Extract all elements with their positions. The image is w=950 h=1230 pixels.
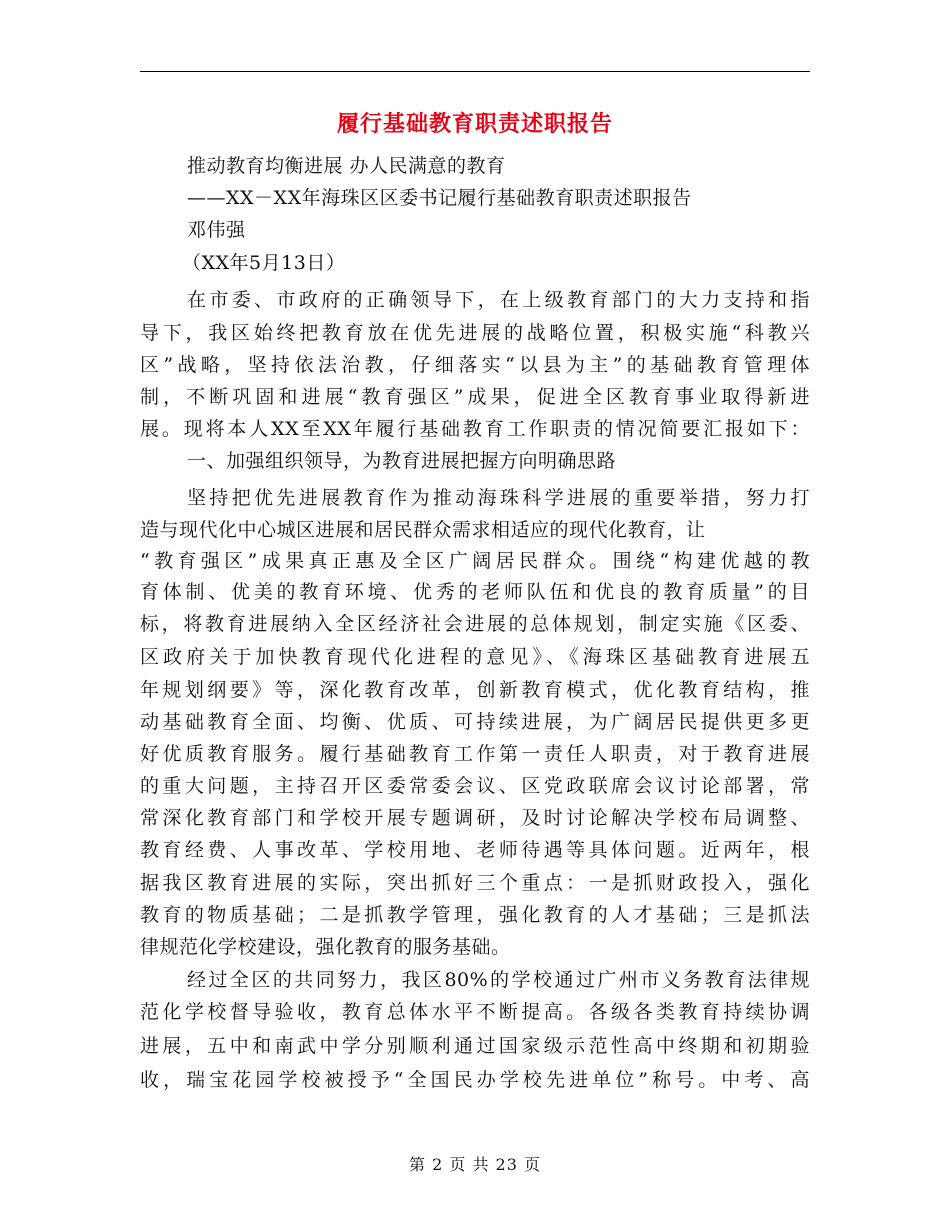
- body-line: 范化学校督导验收，教育总体水平不断提高。各级各类教育持续协调: [140, 1001, 810, 1023]
- body-line: 常深化教育部门和学校开展专题调研，及时讨论解决学校布局调整、: [140, 807, 810, 829]
- body-line: 坚持把优先进展教育作为推动海珠科学进展的重要举措，努力打: [187, 487, 810, 509]
- body-line: 标，将教育进展纳入全区经济社会进展的总体规划，制定实施《区委、: [140, 613, 810, 635]
- body-line: 年规划纲要》等，深化教育改革，创新教育模式，优化教育结构，推: [140, 679, 810, 701]
- report-date: （XX年5月13日）: [182, 252, 346, 274]
- report-subtitle: ——XX－XX年海珠区区委书记履行基础教育职责述职报告: [187, 187, 692, 209]
- document-title: 履行基础教育职责述职报告: [336, 111, 613, 137]
- body-line: 造与现代化中心城区进展和居民群众需求相适应的现代化教育，让: [140, 519, 706, 541]
- body-line: 的重大问题，主持召开区委常委会议、区党政联席会议讨论部署，常: [140, 775, 810, 797]
- author-name: 邓伟强: [187, 219, 246, 241]
- body-line: 收，瑞宝花园学校被授予“全国民办学校先进单位”称号。中考、高: [140, 1069, 810, 1091]
- page-number-footer: 第 2 页 共 23 页: [409, 1155, 541, 1174]
- body-line: 展。现将本人XX至XX年履行基础教育工作职责的情况简要汇报如下：: [140, 418, 810, 440]
- body-line: 据我区教育进展的实际，突出抓好三个重点：一是抓财政投入，强化: [140, 872, 810, 894]
- section-heading: 一、加强组织领导，为教育进展把握方向明确思路: [187, 450, 617, 472]
- body-line: 导下，我区始终把教育放在优先进展的战略位置，积极实施“科教兴: [140, 322, 810, 344]
- body-line: 区”战略，坚持依法治教，仔细落实“以县为主”的基础教育管理体: [140, 354, 810, 376]
- body-line: 经过全区的共同努力，我区80%的学校通过广州市义务教育法律规: [187, 969, 810, 991]
- header-rule: [140, 71, 810, 72]
- body-line: 育体制、优美的教育环境、优秀的老师队伍和优良的教育质量”的目: [140, 581, 810, 603]
- subtitle-line: 推动教育均衡进展 办人民满意的教育: [187, 155, 506, 177]
- body-line: 进展，五中和南武中学分别顺利通过国家级示范性高中终期和初期验: [140, 1035, 810, 1057]
- body-line: 区政府关于加快教育现代化进程的意见》、《海珠区基础教育进展五: [140, 646, 810, 668]
- body-line: 在市委、市政府的正确领导下，在上级教育部门的大力支持和指: [187, 289, 810, 311]
- body-line: 制，不断巩固和进展“教育强区”成果，促进全区教育事业取得新进: [140, 386, 810, 408]
- body-line: 好优质教育服务。履行基础教育工作第一责任人职责，对于教育进展: [140, 743, 810, 765]
- body-line: “教育强区”成果真正惠及全区广阔居民群众。围绕“构建优越的教: [140, 550, 810, 572]
- body-line: 律规范化学校建设，强化教育的服务基础。: [140, 936, 511, 958]
- body-line: 动基础教育全面、均衡、优质、可持续进展，为广阔居民提供更多更: [140, 711, 810, 733]
- body-line: 教育的物质基础；二是抓教学管理，强化教育的人才基础；三是抓法: [140, 904, 810, 926]
- body-line: 教育经费、人事改革、学校用地、老师待遇等具体问题。近两年，根: [140, 839, 810, 861]
